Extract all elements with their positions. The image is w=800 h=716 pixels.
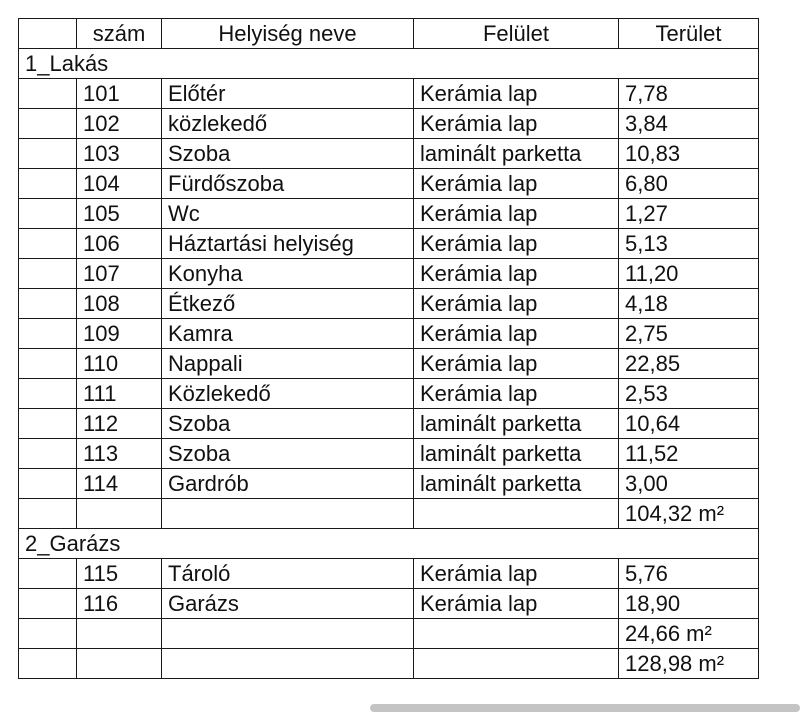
room-area: 2,75 (619, 319, 759, 349)
table-row (19, 169, 759, 199)
table-row (19, 109, 759, 139)
room-name: Kamra (162, 319, 414, 349)
indent-cell (19, 289, 77, 319)
room-surface: laminált parketta (414, 409, 619, 439)
room-area: 18,90 (619, 589, 759, 619)
indent-cell (19, 559, 77, 589)
room-name: Szoba (162, 439, 414, 469)
grand-total-value: 128,98 m² (619, 649, 759, 679)
table-row (19, 469, 759, 499)
table-row (19, 289, 759, 319)
indent-cell (19, 349, 77, 379)
indent-cell (19, 469, 77, 499)
indent-cell (19, 109, 77, 139)
room-name: Szoba (162, 139, 414, 169)
section-title: 1_Lakás (19, 49, 759, 79)
room-surface: laminált parketta (414, 469, 619, 499)
room-surface: Kerámia lap (414, 559, 619, 589)
empty-cell (162, 619, 414, 649)
empty-cell (77, 649, 162, 679)
room-number: 109 (77, 319, 162, 349)
room-number: 106 (77, 229, 162, 259)
room-surface: Kerámia lap (414, 259, 619, 289)
empty-cell (414, 499, 619, 529)
table-row (19, 199, 759, 229)
room-name: Közlekedő (162, 379, 414, 409)
subtotal-row (19, 619, 759, 649)
room-number: 104 (77, 169, 162, 199)
table-row (19, 319, 759, 349)
section-row (19, 529, 759, 559)
empty-cell (77, 619, 162, 649)
table-row (19, 79, 759, 109)
empty-cell (162, 499, 414, 529)
room-surface: laminált parketta (414, 139, 619, 169)
header-blank (19, 19, 77, 49)
header-surface: Felület (414, 19, 619, 49)
indent-cell (19, 169, 77, 199)
room-number: 102 (77, 109, 162, 139)
header-row (19, 19, 759, 49)
room-area: 3,00 (619, 469, 759, 499)
room-area: 5,76 (619, 559, 759, 589)
room-area: 10,64 (619, 409, 759, 439)
subtotal-row (19, 499, 759, 529)
table-row (19, 259, 759, 289)
room-name: Tároló (162, 559, 414, 589)
room-name: Konyha (162, 259, 414, 289)
section-title: 2_Garázs (19, 529, 759, 559)
room-number: 108 (77, 289, 162, 319)
empty-cell (19, 649, 77, 679)
room-surface: Kerámia lap (414, 349, 619, 379)
indent-cell (19, 319, 77, 349)
indent-cell (19, 139, 77, 169)
table-row (19, 409, 759, 439)
empty-cell (162, 649, 414, 679)
room-number: 115 (77, 559, 162, 589)
empty-cell (414, 619, 619, 649)
room-area: 7,78 (619, 79, 759, 109)
room-name: Étkező (162, 289, 414, 319)
indent-cell (19, 199, 77, 229)
room-number: 111 (77, 379, 162, 409)
room-name: Gardrób (162, 469, 414, 499)
header-area: Terület (619, 19, 759, 49)
room-surface: Kerámia lap (414, 589, 619, 619)
empty-cell (19, 619, 77, 649)
room-name: Fürdőszoba (162, 169, 414, 199)
empty-cell (414, 649, 619, 679)
room-name: Előtér (162, 79, 414, 109)
room-surface: Kerámia lap (414, 169, 619, 199)
table-row (19, 559, 759, 589)
indent-cell (19, 229, 77, 259)
indent-cell (19, 79, 77, 109)
room-area: 3,84 (619, 109, 759, 139)
rooms-table (18, 18, 759, 679)
subtotal-value: 104,32 m² (619, 499, 759, 529)
header-name: Helyiség neve (162, 19, 414, 49)
room-name: Háztartási helyiség (162, 229, 414, 259)
room-area: 10,83 (619, 139, 759, 169)
empty-cell (77, 499, 162, 529)
indent-cell (19, 589, 77, 619)
room-surface: laminált parketta (414, 439, 619, 469)
indent-cell (19, 439, 77, 469)
room-area: 6,80 (619, 169, 759, 199)
room-surface: Kerámia lap (414, 109, 619, 139)
room-area: 4,18 (619, 289, 759, 319)
room-name: Wc (162, 199, 414, 229)
room-name: Szoba (162, 409, 414, 439)
room-surface: Kerámia lap (414, 379, 619, 409)
room-number: 101 (77, 79, 162, 109)
room-name: közlekedő (162, 109, 414, 139)
indent-cell (19, 379, 77, 409)
indent-cell (19, 409, 77, 439)
room-number: 114 (77, 469, 162, 499)
room-number: 105 (77, 199, 162, 229)
room-surface: Kerámia lap (414, 289, 619, 319)
room-surface: Kerámia lap (414, 79, 619, 109)
table-row (19, 349, 759, 379)
table-row (19, 229, 759, 259)
room-area: 5,13 (619, 229, 759, 259)
room-name: Garázs (162, 589, 414, 619)
header-number: szám (77, 19, 162, 49)
subtotal-value: 24,66 m² (619, 619, 759, 649)
empty-cell (19, 499, 77, 529)
room-number: 116 (77, 589, 162, 619)
section-row (19, 49, 759, 79)
room-area: 11,52 (619, 439, 759, 469)
table-row (19, 139, 759, 169)
room-number: 103 (77, 139, 162, 169)
room-area: 1,27 (619, 199, 759, 229)
room-number: 112 (77, 409, 162, 439)
room-name: Nappali (162, 349, 414, 379)
room-surface: Kerámia lap (414, 229, 619, 259)
indent-cell (19, 259, 77, 289)
room-number: 107 (77, 259, 162, 289)
room-surface: Kerámia lap (414, 199, 619, 229)
room-surface: Kerámia lap (414, 319, 619, 349)
grand-total-row (19, 649, 759, 679)
table-body (19, 49, 759, 679)
table-row (19, 439, 759, 469)
table-row (19, 379, 759, 409)
room-area: 2,53 (619, 379, 759, 409)
room-number: 110 (77, 349, 162, 379)
table-row (19, 589, 759, 619)
horizontal-scrollbar-thumb[interactable] (370, 704, 800, 712)
room-area: 11,20 (619, 259, 759, 289)
room-area: 22,85 (619, 349, 759, 379)
room-number: 113 (77, 439, 162, 469)
